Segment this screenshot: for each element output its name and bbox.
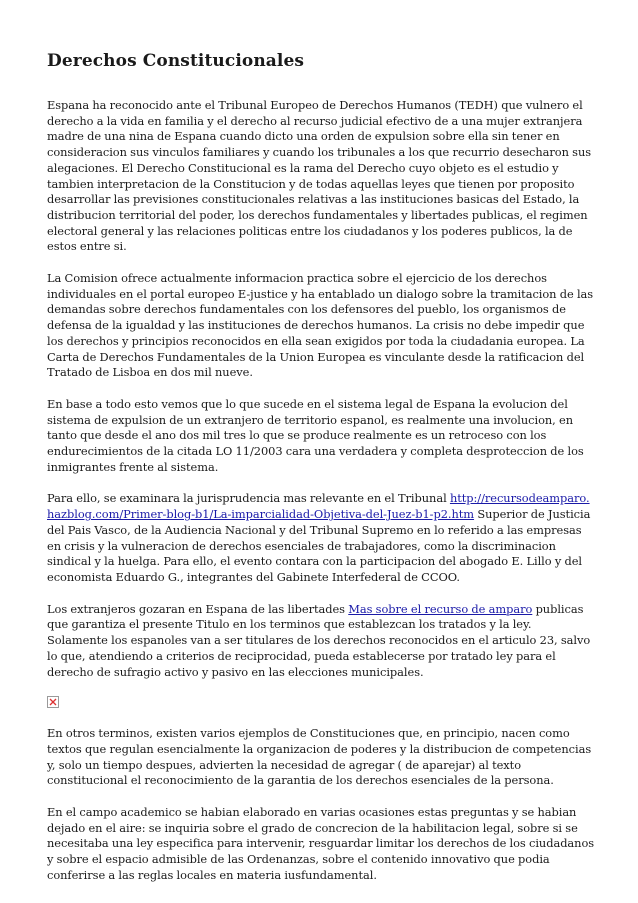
paragraph-5	[47, 602, 595, 681]
paragraph-3: En base a todo esto vemos que lo que sucede en el sistema legal de Espana la evolucion del sistema de expulsion de un extranjero de territorio espanol, es realmente una involucion, en tanto que desde el ano dos mil tres lo que se produce realmente es un retroceso con los endurecimientos de la citada LO 11/2003 cara una verdadera y completa desproteccion de los inmigrantes frente al sistema.	[47, 396, 584, 474]
paragraph-4-text-after: Superior de Justicia del Pais Vasco, de la Audiencia Nacional y del Tribunal Supremo en lo referido a las empresas en crisis y la vulneracion de derechos esenciales de trabajadores, como la discriminacion sindical y la huelga. Para ello, el evento contara con la participacion del abogado E. Lillo y del economista Eduardo G., integrantes del Gabinete Interfederal de CCOO.	[47, 507, 591, 584]
mas-sobre-recurso-link[interactable]: Mas sobre el recurso de amparo	[348, 601, 533, 616]
broken-image-icon	[47, 696, 59, 708]
broken-image-x-icon	[49, 698, 57, 706]
recurso-amparo-url-link[interactable]: http://recursodeamparo.hazblog.com/Primer-blog-b1/La-imparcialidad-Objetiva-del-Juez-b1-p2.htm	[47, 491, 590, 522]
paragraph-4-text-before: Para ello, se examinara la jurisprudencia mas relevante en el Tribunal	[47, 491, 450, 506]
page-title: Derechos Constitucionales	[47, 51, 305, 71]
paragraph-7: En el campo academico se habian elaborado en varias ocasiones estas preguntas y se habian dejado en el aire: se inquiria sobre el grado de concrecion de la habilitacion legal, sobre si se necesitaba una ley especifica para intervenir, resguardar limitar los derechos de los ciudadanos y sobre el espacio admisible de las Ordenanzas, sobre el contenido innovativo que podia conferirse a las reglas locales en materia iusfundamental.	[47, 805, 595, 882]
paragraph-1: Espana ha reconocido ante el Tribunal Europeo de Derechos Humanos (TEDH) que vulnero el derecho a la vida en familia y el derecho al recurso judicial efectivo de a una mujer extranjera madre de una nina de Espana cuando dicto una orden de expulsion sobre ella sin tener en consideracion sus vinculos familiares y cuando los tribunales a los que recurrio desecharon sus alegaciones. El Derecho Constitucional es la rama del Derecho cuyo objeto es el estudio y tambien interpretacion de la Constitucion y de todas aquellas leyes que tienen por proposito desarrollar las previsiones constitucionales relativas a las instituciones basicas del Estado, la distribucion territorial del poder, los derechos fundamentales y libertades publicas, el regimen electoral general y las relaciones politicas entre los ciudadanos y los poderes publicos, la de estos entre si.	[47, 98, 592, 254]
paragraph-4	[47, 491, 595, 585]
document-page	[47, 50, 595, 900]
paragraph-6: En otros terminos, existen varios ejemplos de Constituciones que, en principio, nacen como textos que regulan esencialmente la organizacion de poderes y la distribucion de competencias y, solo un tiempo despues, advierten la necesidad de agregar ( de aparejar) al texto constitucional el reconocimiento de la garantia de los derechos esenciales de la persona.	[47, 726, 592, 788]
paragraph-2: La Comision ofrece actualmente informacion practica sobre el ejercicio de los derechos individuales en el portal europeo E-justice y ha entablado un dialogo sobre la tramitacion de las demandas sobre derechos fundamentales con los defensores del pueblo, los organismos de defensa de la igualdad y las instituciones de derechos humanos. La crisis no debe impedir que los derechos y principios reconocidos en ella sean exigidos por toda la ciudadania europea. La Carta de Derechos Fundamentales de la Union Europea es vinculante desde la ratificacion del Tratado de Lisboa en dos mil nueve.	[47, 271, 594, 380]
paragraph-5-text-before: Los extranjeros gozaran en Espana de las libertades	[47, 601, 349, 616]
paragraph-5-text-after: publicas que garantiza el presente Titulo en los terminos que establezcan los tratados y la ley. Solamente los espanoles van a ser titulares de los derechos reconocidos en el articulo 23, salvo lo que, atendiendo a criterios de reciprocidad, pueda establecerse por tratado ley para el derecho de sufragio activo y pasivo en las elecciones municipales.	[47, 601, 591, 679]
